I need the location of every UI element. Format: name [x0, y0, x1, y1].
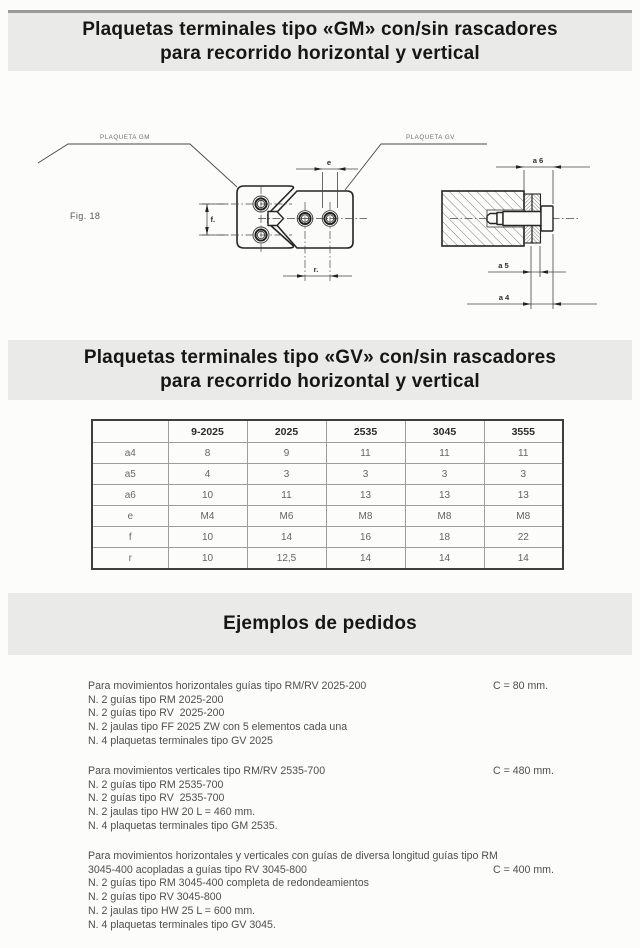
section-view [442, 191, 553, 246]
spec-table-value-cell: M4 [168, 506, 247, 527]
order-line: N. 4 plaquetas terminales tipo GM 2535. [88, 819, 278, 832]
spec-table-value-cell: 11 [247, 485, 326, 506]
spec-table-value-cell: M6 [247, 506, 326, 527]
spec-table-value-cell: 16 [326, 527, 405, 548]
order-line: N. 4 plaquetas terminales tipo GV 3045. [88, 918, 276, 931]
spec-table-row [92, 506, 563, 527]
spec-table-header-cell: 2025 [247, 420, 326, 443]
title-gv-line2: para recorrido horizontal y vertical [160, 371, 480, 392]
spec-table-value-cell: 4 [168, 464, 247, 485]
spec-table-value-cell: 10 [168, 527, 247, 548]
spec-table-value-cell: 10 [168, 485, 247, 506]
order-line: N. 2 jaulas tipo HW 25 L = 600 mm. [88, 904, 256, 917]
dim-label-r: r. [313, 265, 319, 274]
order-c-value: C = 480 mm. [493, 765, 554, 777]
spec-table-value-cell: 3 [326, 464, 405, 485]
order-example-block [88, 850, 580, 932]
spec-table-header-cell [92, 420, 168, 443]
spec-table-value-cell: 13 [326, 485, 405, 506]
spec-table-row [92, 464, 563, 485]
orders-title: Ejemplos de pedidos [223, 612, 417, 634]
leader-plaqueta-gm [38, 134, 237, 187]
spec-table-value-cell: M8 [405, 506, 484, 527]
spec-table-value-cell: 14 [484, 548, 563, 570]
spec-table-value-cell: 14 [405, 548, 484, 570]
spec-table-header-cell: 3045 [405, 420, 484, 443]
title-gv-line1: Plaquetas terminales tipo «GV» con/sin rascadores [83, 346, 557, 368]
spec-table-value-cell: 13 [405, 485, 484, 506]
spec-table-param-cell: e [92, 506, 168, 527]
spec-table-param-cell: f [92, 527, 168, 548]
figure-18 [0, 110, 640, 322]
dimension-f [199, 204, 228, 235]
order-c-value: C = 80 mm. [493, 680, 549, 692]
spec-table-param-cell: a5 [92, 464, 168, 485]
spec-table-value-cell: 10 [168, 548, 247, 570]
spec-table-header-cell: 2535 [326, 420, 405, 443]
spec-table-value-cell: 8 [168, 443, 247, 464]
spec-table-value-cell: 3 [405, 464, 484, 485]
title-gm-line1: Plaquetas terminales tipo «GM» con/sin rascadores [82, 18, 558, 40]
spec-table-row [92, 548, 563, 570]
order-line: 3045-400 acopladas a guías tipo RV 3045-800 C = 400 mm. [88, 863, 554, 876]
spec-table-value-cell: 11 [326, 443, 405, 464]
spec-table-value-cell: 22 [484, 527, 563, 548]
spec-table-wrap [91, 419, 564, 570]
spec-table [91, 419, 564, 570]
order-line: Para movimientos horizontales guías tipo RM/RV 2025-200 C = 80 mm. [88, 680, 549, 692]
plaqueta-gm-label: PLAQUETA GM [100, 134, 150, 141]
order-example-block [88, 680, 580, 749]
technical-drawing [0, 110, 640, 322]
spec-table-param-cell: a6 [92, 485, 168, 506]
spec-table-row [92, 443, 563, 464]
spec-table-header-row [92, 420, 563, 443]
spec-table-value-cell: 14 [247, 527, 326, 548]
spec-table-row [92, 485, 563, 506]
title-band-orders [8, 593, 632, 655]
spec-table-value-cell: 3 [484, 464, 563, 485]
order-line: N. 2 guías tipo RM 2535-700 [88, 778, 224, 791]
dim-label-a5: a 5 [498, 261, 509, 270]
order-line: N. 2 guías tipo RV 3045-800 [88, 891, 222, 904]
order-c-value: C = 400 mm. [493, 863, 554, 876]
spec-table-value-cell: 13 [484, 485, 563, 506]
spec-table-value-cell: M8 [484, 506, 563, 527]
plaqueta-gv-label: PLAQUETA GV [406, 134, 455, 141]
spec-table-header-cell: 3555 [484, 420, 563, 443]
order-line: N. 2 jaulas tipo HW 20 L = 460 mm. [88, 806, 256, 819]
order-line: N. 2 guías tipo RV 2025-200 [88, 707, 225, 720]
order-line: Para movimientos verticales tipo RM/RV 2535-700 C = 480 mm. [88, 765, 554, 777]
title-band-gv [8, 340, 632, 400]
order-line: Para movimientos horizontales y verticales con guías de diversa longitud guías tipo RM [88, 850, 498, 862]
order-line: N. 2 guías tipo RV 2535-700 [88, 792, 225, 805]
dim-label-e: e [326, 158, 332, 167]
spec-table-value-cell: 18 [405, 527, 484, 548]
spec-table-value-cell: 11 [484, 443, 563, 464]
spec-table-param-cell: a4 [92, 443, 168, 464]
order-line: N. 2 guías tipo RM 2025-200 [88, 693, 224, 706]
dimension-r [283, 265, 352, 278]
spec-table-header-cell: 9-2025 [168, 420, 247, 443]
order-line: N. 2 jaulas tipo FF 2025 ZW con 5 elementos cada una [88, 721, 348, 734]
spec-table-value-cell: 3 [247, 464, 326, 485]
spec-table-value-cell: 12,5 [247, 548, 326, 570]
leader-plaqueta-gv [345, 134, 487, 190]
dim-label-a4: a 4 [498, 293, 510, 302]
spec-table-value-cell: M8 [326, 506, 405, 527]
spec-table-value-cell: 11 [405, 443, 484, 464]
title-band-gm [8, 10, 632, 71]
order-line: N. 2 guías tipo RM 3045-400 completa de redondeamientos [88, 877, 369, 890]
dim-label-a6: a 6 [532, 156, 544, 165]
title-gm-line2: para recorrido horizontal y vertical [160, 43, 480, 64]
order-example-block [88, 765, 580, 834]
order-line: N. 4 plaquetas terminales tipo GV 2025 [88, 734, 273, 747]
dim-label-f: f. [210, 215, 216, 224]
fig-number-label: Fig. 18 [70, 211, 101, 221]
spec-table-param-cell: r [92, 548, 168, 570]
spec-table-value-cell: 14 [326, 548, 405, 570]
spec-table-value-cell: 9 [247, 443, 326, 464]
spec-table-row [92, 527, 563, 548]
